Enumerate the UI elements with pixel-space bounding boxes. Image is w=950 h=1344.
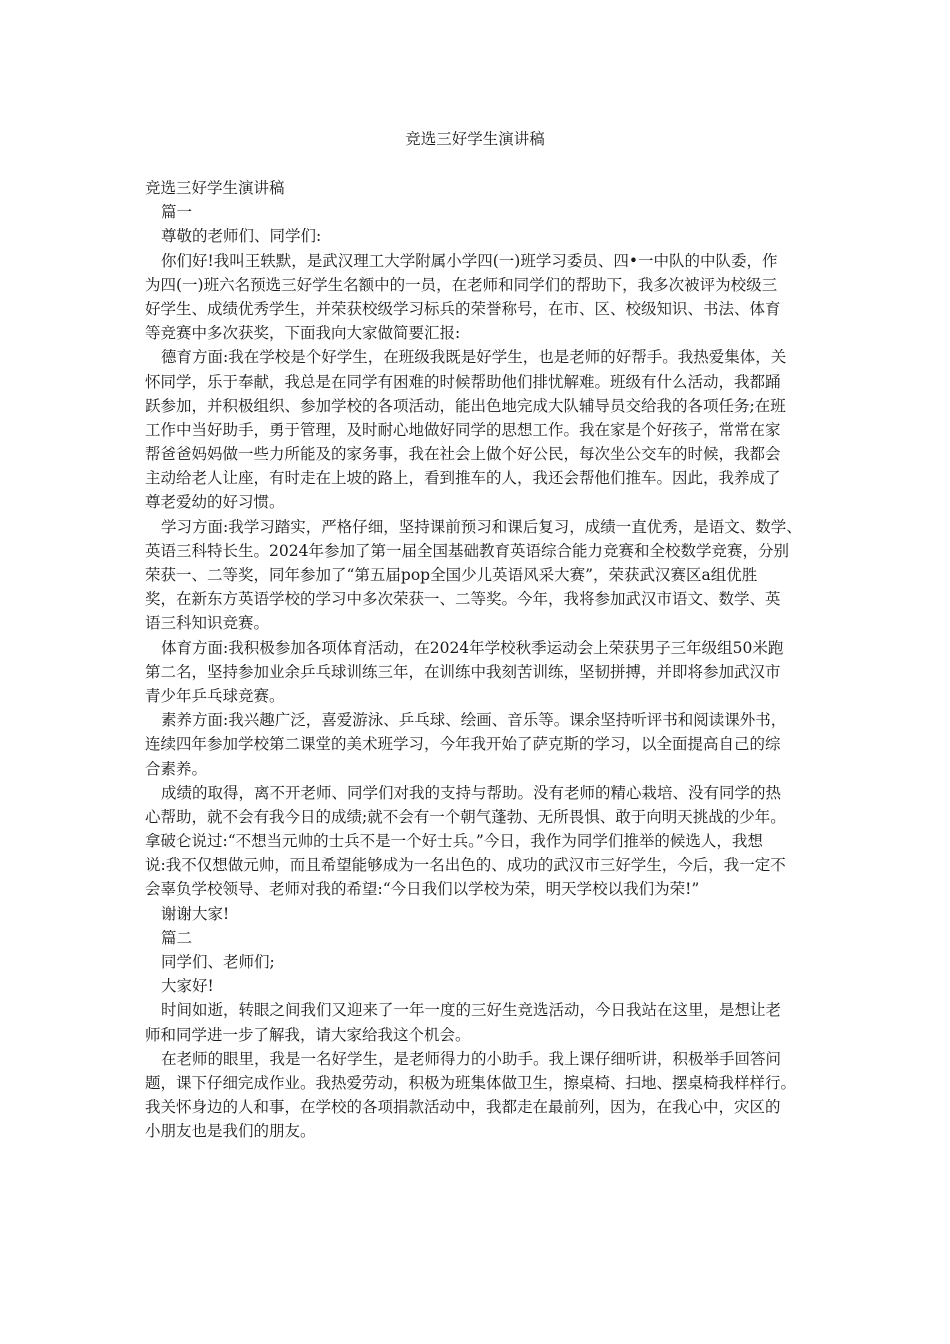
text-line: 奖，在新东方英语学校的学习中多次荣获一、二等奖。今年，我将参加武汉市语文、数学、英 <box>145 590 781 609</box>
text-line: 同学们、老师们; <box>161 953 275 971</box>
text-line: 荣获一、二等奖，同年参加了“第五届pop全国少儿英语风采大赛”，荣获武汉赛区a组优胜 <box>145 566 758 584</box>
text-line: 工作中当好助手，勇于管理，及时耐心地做好同学的思想工作。我在家是个好孩子，常常在家 <box>145 420 781 439</box>
text-line: 好学生、成绩优秀学生，并荣获校级学习标兵的荣誉称号，在市、区、校级知识、书法、体育 <box>145 299 781 318</box>
text-line: 时间如逝，转眼之间我们又迎来了一年一度的三好生竞选活动，今日我站在这里，是想让老 <box>161 1001 782 1020</box>
document-heading: 竞选三好学生演讲稿 <box>145 179 285 197</box>
text-line: 心帮助，就不会有我今日的成绩;就不会有一个朝气蓬勃、无所畏惧、敢于向明天挑战的少年。 <box>145 807 786 826</box>
text-line: 主动给老人让座，有时走在上坡的路上，看到推车的人，我还会帮他们推车。因此，我养成了 <box>145 469 781 488</box>
text-line: 拿破仑说过:“不想当元帅的士兵不是一个好士兵。”今日，我作为同学们推举的候选人，我想 <box>145 832 763 851</box>
text-line: 成绩的取得，离不开老师、同学们对我的支持与帮助。没有老师的精心栽培、没有同学的热 <box>161 783 782 802</box>
text-line: 合素养。 <box>145 759 208 778</box>
text-line: 小朋友也是我们的朋友。 <box>145 1122 316 1141</box>
text-line: 语三科知识竞赛。 <box>145 614 270 633</box>
text-line: 我关怀身边的人和事，在学校的各项捐款活动中，我都走在最前列，因为，在我心中，灾区的 <box>145 1098 781 1117</box>
text-line: 跃参加，并积极组织、参加学校的各项活动，能出色地完成大队辅导员交给我的各项任务;在班 <box>145 396 786 415</box>
document-body <box>145 176 813 1144</box>
text-line: 德育方面:我在学校是个好学生，在班级我既是好学生，也是老师的好帮手。我热爱集体，关 <box>161 348 787 367</box>
text-line: 青少年乒乓球竞赛。 <box>145 686 285 705</box>
text-line: 师和同学进一步了解我，请大家给我这个机会。 <box>145 1025 471 1044</box>
text-line: 尊敬的老师们、同学们: <box>161 227 322 246</box>
text-line: 素养方面:我兴趣广泛，喜爱游泳、乒乓球、绘画、音乐等。课余坚持听评书和阅读课外书， <box>161 711 787 730</box>
text-line: 大家好! <box>161 977 214 996</box>
text-line: 在老师的眼里，我是一名好学生，是老师得力的小助手。我上课仔细听讲，积极举手回答问 <box>161 1049 782 1068</box>
text-line: 会辜负学校领导、老师对我的希望:“今日我们以学校为荣，明天学校以我们为荣!” <box>145 880 700 899</box>
paragraph-lines <box>145 200 813 1143</box>
text-line: 你们好!我叫王轶默，是武汉理工大学附属小学四(一)班学习委员、四•一中队的中队委，作 <box>161 251 778 270</box>
text-line: 为四(一)班六名预选三好学生名额中的一员，在老师和同学们的帮助下，我多次被评为校级三 <box>145 275 778 294</box>
text-line: 说:我不仅想做元帅，而且希望能够成为一名出色的、成功的武汉市三好学生，今后，我一定不 <box>145 856 786 875</box>
text-line: 英语三科特长生。2024年参加了第一届全国基础教育英语综合能力竞赛和全校数学竞赛，分别 <box>145 541 789 560</box>
text-line: 体育方面:我积极参加各项体育活动，在2024年学校秋季运动会上荣获男子三年级组50米跑 <box>161 638 784 657</box>
document-title: 竞选三好学生演讲稿 <box>405 130 545 148</box>
text-line: 谢谢大家! <box>161 904 230 923</box>
text-line: 连续四年参加学校第二课堂的美术班学习，今年我开始了萨克斯的学习，以全面提高自己的综 <box>145 735 781 754</box>
text-line: 怀同学，乐于奉献，我总是在同学有困难的时候帮助他们排忧解难。班级有什么活动，我都踊 <box>145 372 781 391</box>
text-line: 帮爸爸妈妈做一些力所能及的家务事，我在社会上做个好公民，每次坐公交车的时候，我都会 <box>145 445 781 464</box>
text-line: 篇一 <box>161 203 193 222</box>
text-line: 题，课下仔细完成作业。我热爱劳动，积极为班集体做卫生，擦桌椅、扫地、摆桌椅我样样行。 <box>145 1073 797 1092</box>
text-line: 尊老爱幼的好习惯。 <box>145 493 285 512</box>
text-line: 等竞赛中多次获奖，下面我向大家做简要汇报: <box>145 324 461 343</box>
text-line: 第二名，坚持参加业余乒乓球训练三年，在训练中我刻苦训练，坚韧拼搏，并即将参加武汉市 <box>145 662 781 681</box>
text-line: 篇二 <box>161 928 193 947</box>
text-line: 学习方面:我学习踏实，严格仔细，坚持课前预习和课后复习，成绩一直优秀，是语文、数学、 <box>161 517 802 536</box>
